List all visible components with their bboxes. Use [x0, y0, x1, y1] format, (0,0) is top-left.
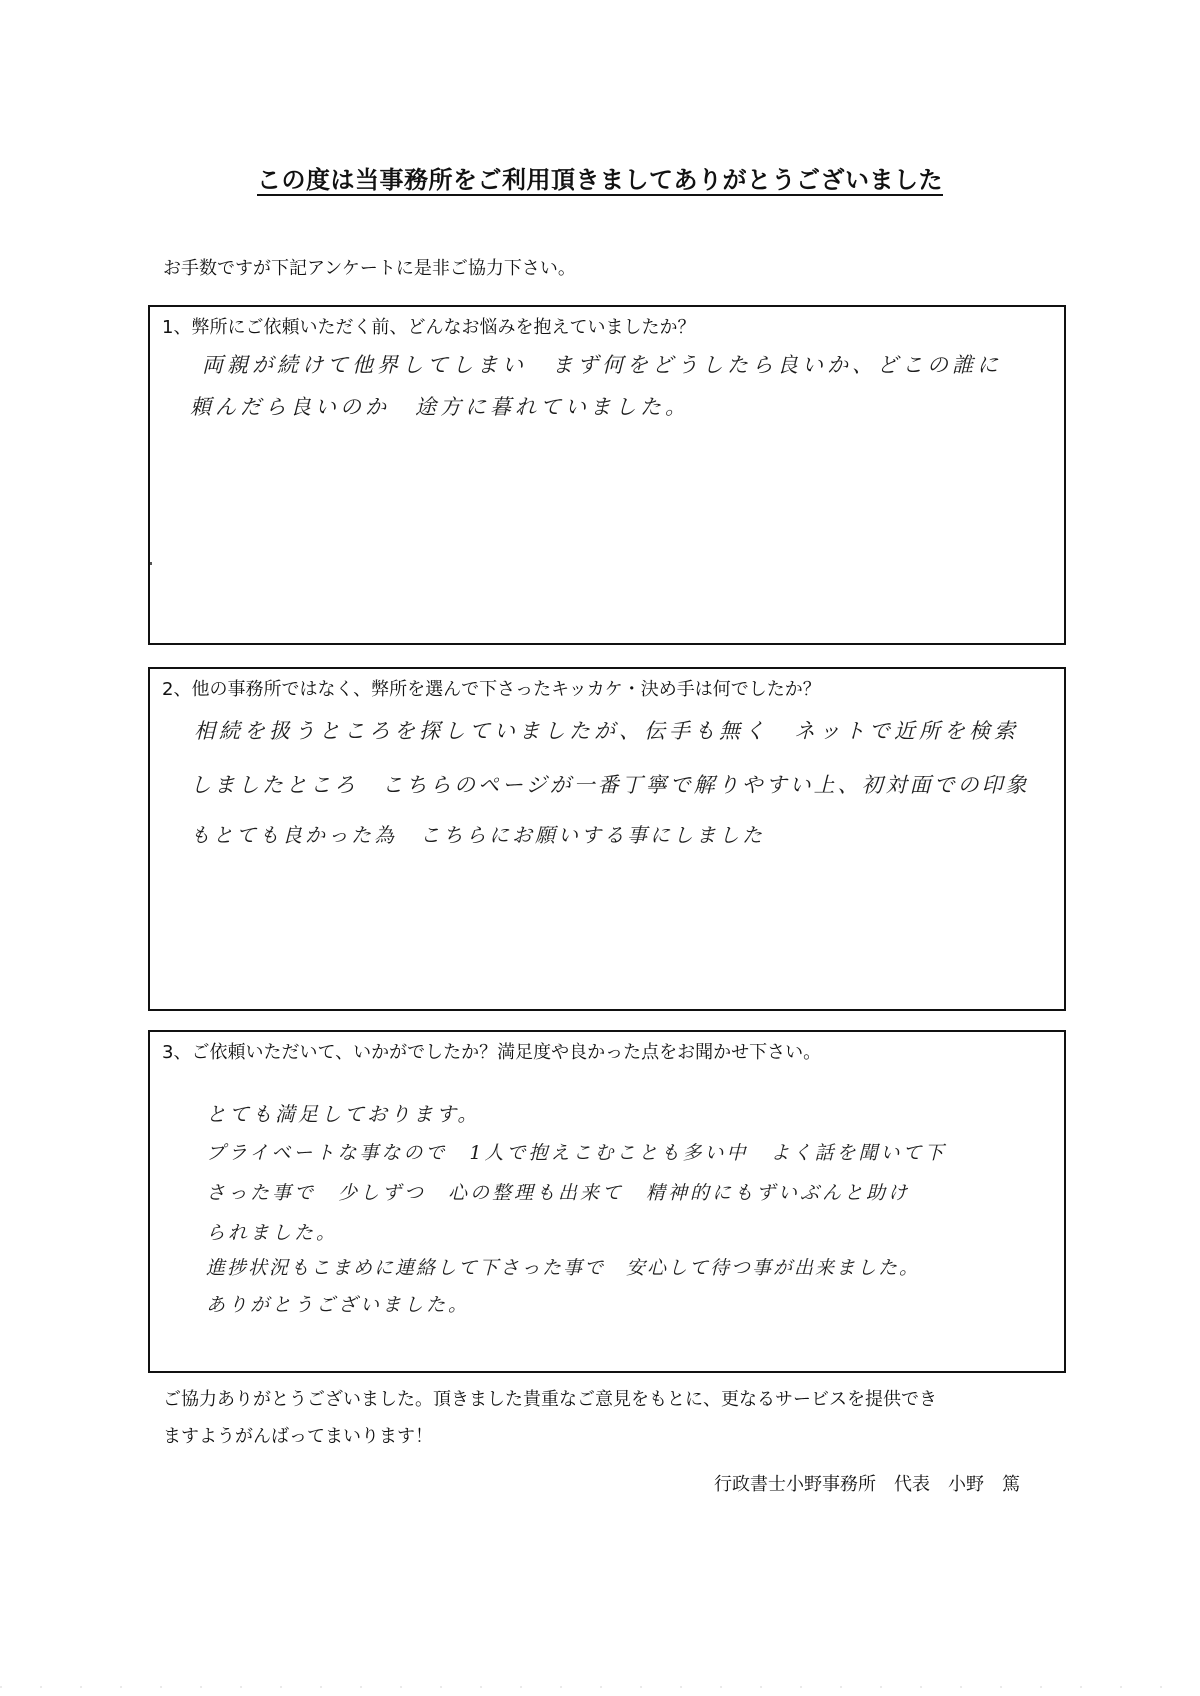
- question-3-label: 3、ご依頼いただいて、いかがでしたか？満足度や良かった点をお聞かせ下さい。: [162, 1042, 822, 1063]
- answer-2-line-3: もとても良かった為 こちらにお願いする事にしました: [190, 823, 765, 847]
- office-signature: 行政書士小野事務所 代表 小野 篤: [714, 1474, 1020, 1495]
- question-box-1: [148, 305, 1066, 645]
- scan-speck: [150, 562, 152, 565]
- scan-edge-specks: [0, 1686, 1200, 1688]
- intro-text: お手数ですが下記アンケートに是非ご協力下さい。: [163, 258, 576, 279]
- answer-2-line-1: 相続を扱うところを探していましたが、伝手も無く ネットで近所を検索: [194, 719, 1019, 743]
- question-2-label: 2、他の事務所ではなく、弊所を選んで下さったキッカケ・決め手は何でしたか？: [162, 679, 821, 700]
- closing-line-1: ご協力ありがとうございました。頂きました貴重なご意見をもとに、更なるサービスを提供でき: [163, 1389, 937, 1410]
- answer-2-line-2: しましたところ こちらのページが一番丁寧で解りやすい上、初対面での印象: [190, 773, 1030, 797]
- document-title: [0, 160, 1200, 195]
- answer-3-line-1: とても満足しております。: [206, 1102, 481, 1126]
- answer-3-line-2: プライベートな事なので 1人で抱えこむことも多い中 よく話を聞いて下: [206, 1142, 947, 1164]
- document-title-text: この度は当事務所をご利用頂きましてありがとうございました: [257, 166, 943, 194]
- answer-3-line-5: 進捗状況もこまめに連絡して下さった事で 安心して待つ事が出来ました。: [206, 1257, 921, 1279]
- closing-line-2: ますようがんばってまいります！: [163, 1426, 433, 1447]
- answer-1-line-1: 両親が続けて他界してしまい まず何をどうしたら良いか、どこの誰に: [202, 353, 1002, 377]
- question-box-3: [148, 1030, 1066, 1373]
- question-1-label: 1、弊所にご依頼いただく前、どんなお悩みを抱えていましたか？: [162, 317, 696, 338]
- answer-3-line-6: ありがとうございました。: [206, 1294, 471, 1316]
- question-box-2: [148, 667, 1066, 1011]
- answer-1-line-2: 頼んだら良いのか 途方に暮れていました。: [190, 395, 690, 419]
- answer-3-line-4: られました。: [206, 1222, 339, 1244]
- answer-3-line-3: さった事で 少しずつ 心の整理も出来て 精神的にもずいぶんと助け: [206, 1182, 911, 1204]
